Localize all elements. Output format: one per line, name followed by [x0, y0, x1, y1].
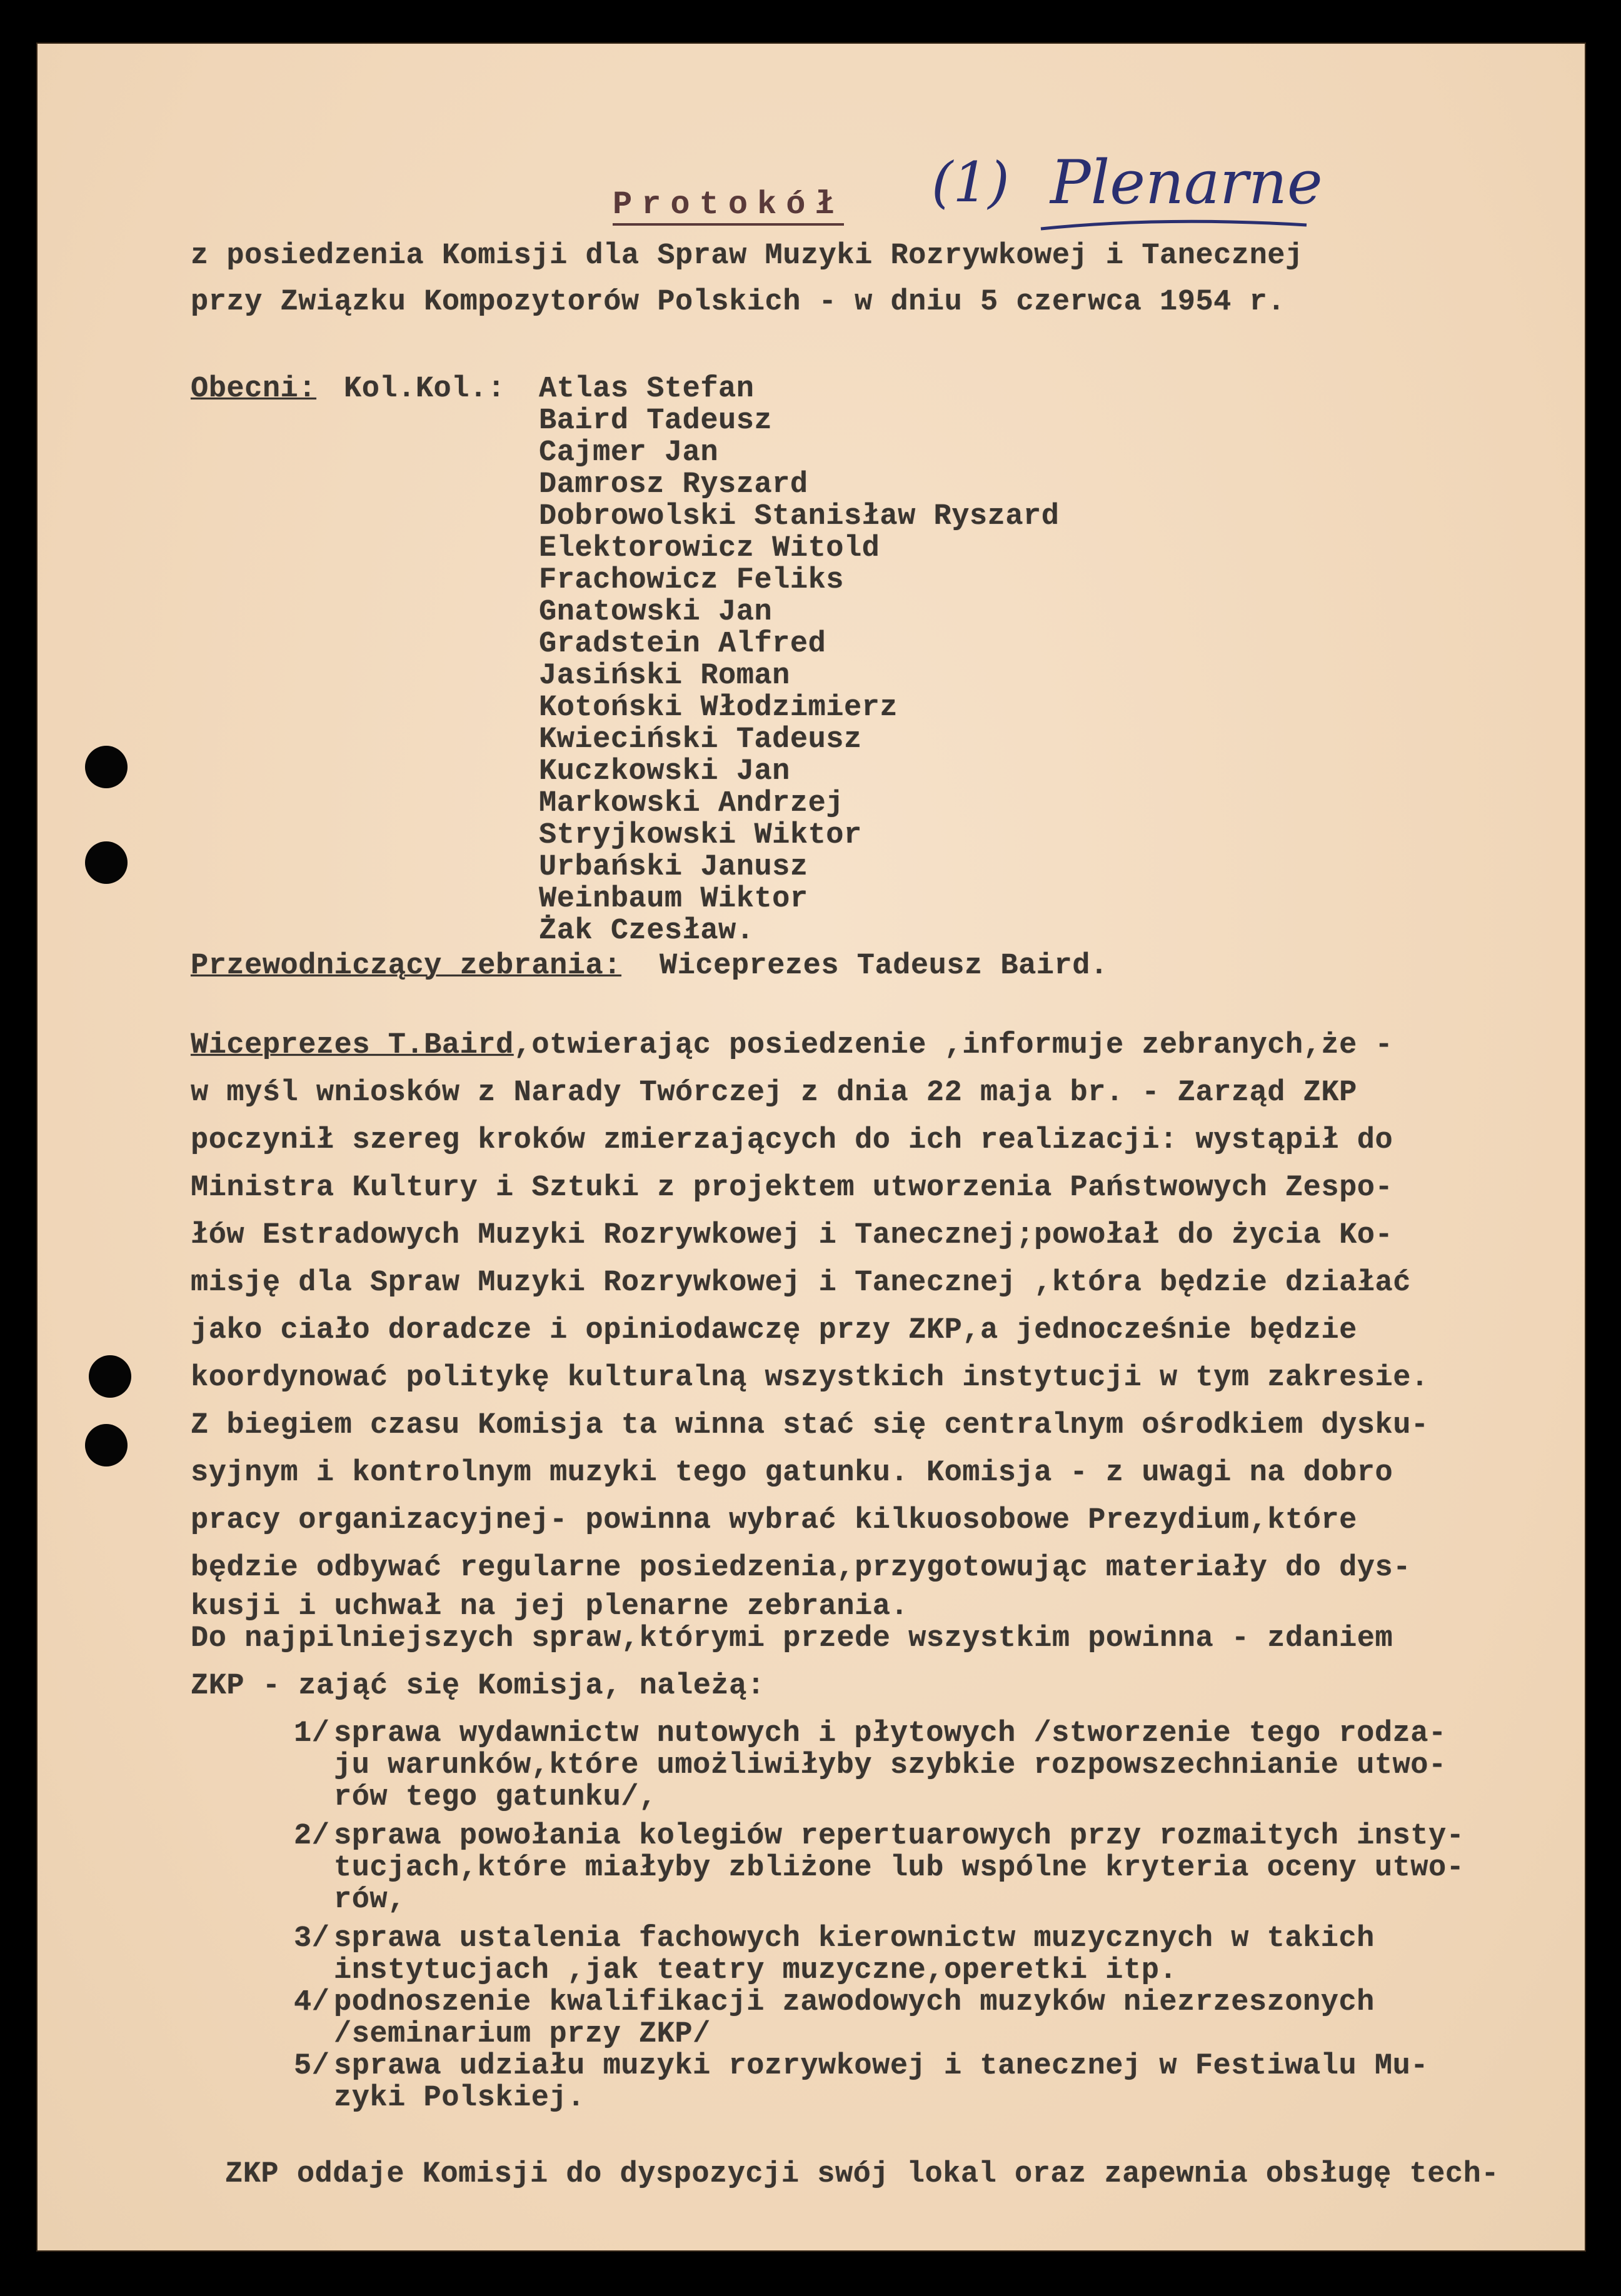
- handwritten-number: (1): [931, 150, 1010, 214]
- body-line: jako ciało doradcze i opiniodawczę przy ZKP,a jednocześnie będzie: [191, 1314, 1357, 1347]
- body-line: Z biegiem czasu Komisja ta winna stać się centralnym ośrodkiem dysku-: [191, 1409, 1429, 1442]
- punch-hole: [85, 746, 128, 788]
- subtitle-line-1: z posiedzenia Komisji dla Spraw Muzyki Rozrywkowej i Tanecznej: [191, 239, 1303, 273]
- member-name: Kuczkowski Jan: [539, 755, 790, 788]
- body-line: poczynił szereg kroków zmierzających do ich realizacji: wystąpił do: [191, 1124, 1393, 1157]
- item-line: sprawa powołania kolegiów repertuarowych przy rozmaitych insty-: [334, 1820, 1465, 1853]
- member-name: Frachowicz Feliks: [539, 564, 844, 597]
- body-first-line: [191, 1030, 1393, 1061]
- item-line: rów,: [334, 1883, 406, 1917]
- item-line: sprawa ustalenia fachowych kierownictw muzycznych w takich: [334, 1922, 1375, 1955]
- body-first-line-rest: ,otwierając posiedzenie ,informuje zebranych,że -: [513, 1029, 1393, 1062]
- item-line: sprawa udziału muzyki rozrywkowej i tanecznej w Festiwalu Mu-: [334, 2050, 1428, 2083]
- body-line: ZKP - zająć się Komisja, należą:: [191, 1670, 765, 1703]
- item-line: /seminarium przy ZKP/: [334, 2018, 711, 2051]
- document-title: [613, 186, 844, 223]
- subtitle-line-2: przy Związku Kompozytorów Polskich - w dniu 5 czerwca 1954 r.: [191, 286, 1285, 319]
- item-line: sprawa wydawnictw nutowych i płytowych /stworzenie tego rodza-: [334, 1717, 1447, 1750]
- member-name: Elektorowicz Witold: [539, 532, 880, 565]
- handwritten-underline: [1038, 211, 1313, 236]
- body-line: łów Estradowych Muzyki Rozrywkowej i Tanecznej;powołał do życia Ko-: [191, 1219, 1393, 1252]
- body-line: będzie odbywać regularne posiedzenia,przygotowując materiały do dys-: [191, 1552, 1411, 1585]
- member-name: Stryjkowski Wiktor: [539, 819, 862, 852]
- item-number: 1/: [294, 1717, 330, 1750]
- body-line: syjnym i kontrolnym muzyki tego gatunku. Komisja - z uwagi na dobro: [191, 1456, 1393, 1490]
- item-number: 2/: [294, 1820, 330, 1853]
- body-line: kusji i uchwał na jej plenarne zebrania.: [191, 1590, 909, 1623]
- speaker-name: Wiceprezes T.Baird: [191, 1029, 514, 1062]
- member-name: Atlas Stefan: [539, 373, 755, 406]
- chair-label: Przewodniczący zebrania:: [191, 950, 621, 983]
- member-name: Żak Czesław.: [539, 915, 755, 948]
- chair-value: Wiceprezes Tadeusz Baird.: [660, 950, 1108, 983]
- member-name: Cajmer Jan: [539, 436, 719, 469]
- punch-hole: [85, 1424, 128, 1466]
- item-number: 3/: [294, 1922, 330, 1955]
- item-line: rów tego gatunku/,: [334, 1781, 657, 1814]
- closing-line: ZKP oddaje Komisji do dyspozycji swój lokal oraz zapewnia obsługę tech-: [225, 2158, 1500, 2191]
- item-line: ju warunków,które umożliwiłyby szybkie rozpowszechnianie utwo-: [334, 1749, 1447, 1782]
- item-number: 4/: [294, 1986, 330, 2019]
- member-name: Damrosz Ryszard: [539, 468, 808, 501]
- title-typed: Protokół: [613, 186, 844, 226]
- member-name: Jasiński Roman: [539, 659, 790, 693]
- item-line: podnoszenie kwalifikacji zawodowych muzyków niezrzeszonych: [334, 1986, 1375, 2019]
- body-line: Do najpilniejszych spraw,którymi przede wszystkim powinna - zdaniem: [191, 1622, 1393, 1655]
- member-name: Kwieciński Tadeusz: [539, 723, 862, 756]
- punch-hole: [85, 841, 128, 884]
- item-line: tucjach,które miałyby zbliżone lub wspólne kryteria oceny utwo-: [334, 1852, 1465, 1885]
- item-line: zyki Polskiej.: [334, 2082, 585, 2115]
- member-name: Weinbaum Wiktor: [539, 883, 808, 916]
- body-line: Ministra Kultury i Sztuki z projektem utworzenia Państwowych Zespo-: [191, 1171, 1393, 1205]
- body-line: w myśl wniosków z Narady Twórczej z dnia 22 maja br. - Zarząd ZKP: [191, 1076, 1357, 1110]
- member-name: Kotoński Włodzimierz: [539, 691, 898, 724]
- member-name: Gnatowski Jan: [539, 596, 773, 629]
- attendance-prefix: Kol.Kol.:: [344, 373, 506, 406]
- handwritten-note: Plenarne: [1050, 148, 1323, 218]
- member-name: Markowski Andrzej: [539, 787, 844, 820]
- member-name: Urbański Janusz: [539, 851, 808, 884]
- member-name: Dobrowolski Stanisław Ryszard: [539, 500, 1060, 533]
- item-number: 5/: [294, 2050, 330, 2083]
- punch-hole: [89, 1355, 131, 1398]
- item-line: instytucjach ,jak teatry muzyczne,operetki itp.: [334, 1954, 1178, 1987]
- body-line: misję dla Spraw Muzyki Rozrywkowej i Tanecznej ,która będzie działać: [191, 1266, 1411, 1300]
- attendance-label: Obecni:: [191, 373, 316, 406]
- member-name: Gradstein Alfred: [539, 628, 826, 661]
- body-line: pracy organizacyjnej- powinna wybrać kilkuosobowe Prezydium,które: [191, 1504, 1357, 1537]
- member-name: Baird Tadeusz: [539, 404, 773, 438]
- body-line: koordynować politykę kulturalną wszystkich instytucji w tym zakresie.: [191, 1361, 1429, 1395]
- attendance-list: [539, 373, 1059, 947]
